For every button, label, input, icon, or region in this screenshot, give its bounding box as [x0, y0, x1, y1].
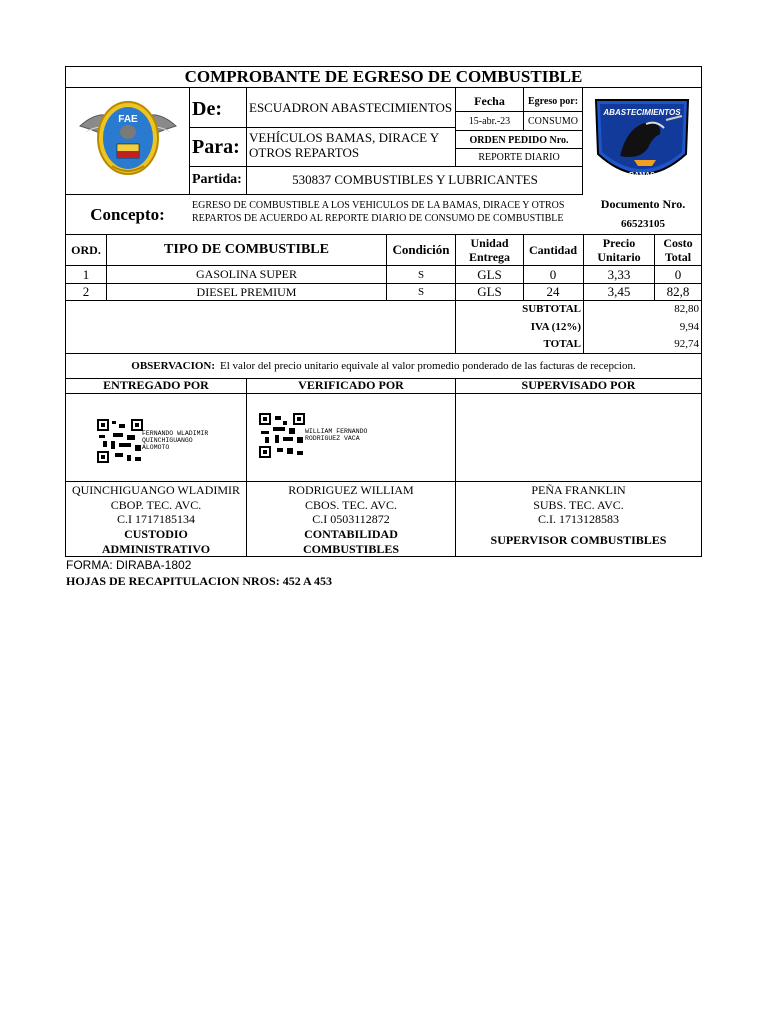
- cell-condicion: S: [417, 268, 425, 281]
- signatory-ci: C.I 1717185134: [117, 512, 195, 526]
- de-value: ESCUADRON ABASTECIMIENTOS: [249, 100, 453, 115]
- subtotal-label: SUBTOTAL: [522, 303, 581, 315]
- col-header-precio: Precio Unitario: [597, 236, 641, 264]
- stamp-line: RODRIGUEZ VACA: [305, 435, 360, 442]
- para-label: Para:: [192, 135, 240, 158]
- stamp-line: ALOMOTO: [142, 444, 170, 451]
- col-header-costo: Costo Total: [663, 236, 693, 264]
- stamp-line: QUINCHIGUANGO: [142, 437, 193, 444]
- signatory-role: CUSTODIO ADMINISTRATIVO: [101, 526, 211, 556]
- cell-cantidad: 0: [549, 266, 557, 282]
- para-value: VEHÍCULOS BAMAS, DIRACE Y OTROS REPARTOS: [249, 130, 439, 160]
- egreso-label: Egreso por:: [527, 95, 579, 107]
- signatory-name: PEÑA FRANKLIN: [531, 483, 626, 497]
- table-row: [65, 284, 702, 300]
- col-header-unidad: Unidad Entrega: [468, 236, 511, 264]
- bamas-logo-icon: [590, 94, 694, 190]
- signatory-ci: C.I 0503112872: [312, 512, 390, 526]
- cell-unidad: GLS: [477, 284, 502, 299]
- signatory-name: QUINCHIGUANGO WLADIMIR: [71, 483, 241, 497]
- documento-value: 66523105: [621, 218, 665, 230]
- table-row: [65, 266, 702, 283]
- signatory-role: SUPERVISOR COMBUSTIBLES: [490, 532, 667, 547]
- observacion-label: OBSERVACION:: [131, 360, 216, 372]
- signatory-rank: CBOS. TEC. AVC.: [305, 497, 397, 512]
- cell-ord: 1: [82, 266, 90, 282]
- de-label: De:: [192, 97, 222, 120]
- sig-header-supervisado: SUPERVISADO POR: [521, 378, 636, 392]
- signatory-name: RODRIGUEZ WILLIAM: [288, 483, 414, 497]
- iva-value: 9,94: [679, 320, 699, 333]
- signatory-role: CONTABILIDAD COMBUSTIBLES: [302, 526, 400, 556]
- qr-code-icon: [97, 419, 143, 463]
- signatory-supervisado: [456, 482, 701, 557]
- cell-condicion: S: [417, 286, 425, 298]
- orden-label: ORDEN PEDIDO Nro.: [469, 134, 569, 146]
- partida-label: Partida:: [192, 172, 242, 187]
- observacion: [66, 355, 701, 377]
- cell-unidad: GLS: [477, 266, 502, 282]
- iva-label: IVA (12%): [530, 320, 581, 333]
- digital-signature-stamp: [142, 430, 246, 456]
- cell-cantidad: 24: [546, 284, 560, 299]
- total-label: TOTAL: [543, 337, 581, 350]
- qr-code-icon: [259, 413, 305, 458]
- signatory-rank: CBOP. TEC. AVC.: [110, 497, 202, 512]
- hojas-recapitulacion: HOJAS DE RECAPITULACION NROS: 452 A 453: [66, 574, 333, 588]
- divider: [65, 194, 583, 195]
- cell-precio: 3,45: [607, 284, 631, 299]
- divider: [189, 127, 455, 128]
- col-header-cantidad: Cantidad: [528, 242, 578, 257]
- cell-costo: 0: [674, 266, 682, 282]
- orden-value: REPORTE DIARIO: [478, 152, 560, 163]
- subtotal-value: 82,80: [674, 303, 699, 315]
- forma-code: FORMA: DIRABA-1802: [66, 558, 192, 572]
- fecha-value: 15-abr.-23: [468, 115, 511, 127]
- divider: [189, 166, 583, 167]
- col-header-ord: ORD.: [71, 242, 101, 257]
- fae-emblem-icon: [72, 92, 184, 182]
- concepto-value: EGRESO DE COMBUSTIBLE A LOS VEHICULOS DE LA BAMAS, DIRACE Y OTROS REPARTOS DE ACUERDO AL REPORTE DIARIO DE CONSUMO DE COMBUSTIBLE: [192, 200, 565, 224]
- signatory-ci: C.I. 1713128583: [538, 512, 619, 526]
- col-header-tipo: TIPO DE COMBUSTIBLE: [164, 242, 329, 257]
- documento-label: Documento Nro.: [600, 196, 686, 211]
- col-header-condicion: Condición: [392, 242, 450, 257]
- fae-emblem-text: FAE: [118, 113, 138, 125]
- document-title: COMPROBANTE DE EGRESO DE COMBUSTIBLE: [65, 66, 702, 88]
- cell-costo: 82,8: [666, 284, 690, 299]
- cell-precio: 3,33: [607, 266, 631, 282]
- fecha-label: Fecha: [474, 93, 505, 108]
- cell-tipo: DIESEL PREMIUM: [196, 284, 297, 299]
- cell-ord: 2: [82, 284, 90, 299]
- stamp-line: WILLIAM FERNANDO: [305, 428, 368, 435]
- cell-tipo: GASOLINA SUPER: [195, 267, 297, 281]
- signatory-verificado: [247, 482, 455, 557]
- signatory-rank: SUBS. TEC. AVC.: [533, 497, 624, 512]
- egreso-value: CONSUMO: [527, 115, 578, 127]
- sig-header-entregado: ENTREGADO POR: [103, 378, 209, 392]
- total-value: 92,74: [674, 337, 699, 350]
- bamas-logo-title: ABASTECIMIENTOS: [603, 107, 681, 117]
- concepto-label: Concepto:: [90, 205, 165, 224]
- divider: [65, 393, 702, 394]
- divider: [65, 353, 702, 354]
- sig-header-verificado: VERIFICADO POR: [298, 378, 404, 392]
- divider: [582, 88, 583, 195]
- partida-value: 530837 COMBUSTIBLES Y LUBRICANTES: [292, 172, 538, 187]
- digital-signature-stamp: [305, 428, 415, 446]
- divider: [189, 88, 190, 195]
- stamp-line: FERNANDO WLADIMIR: [142, 430, 209, 437]
- observacion-text: El valor del precio unitario equivale al valor promedio ponderado de las facturas de recepcion.: [220, 360, 636, 372]
- signatory-entregado: [66, 482, 246, 557]
- bamas-logo-bottom: BAMAS: [629, 171, 655, 179]
